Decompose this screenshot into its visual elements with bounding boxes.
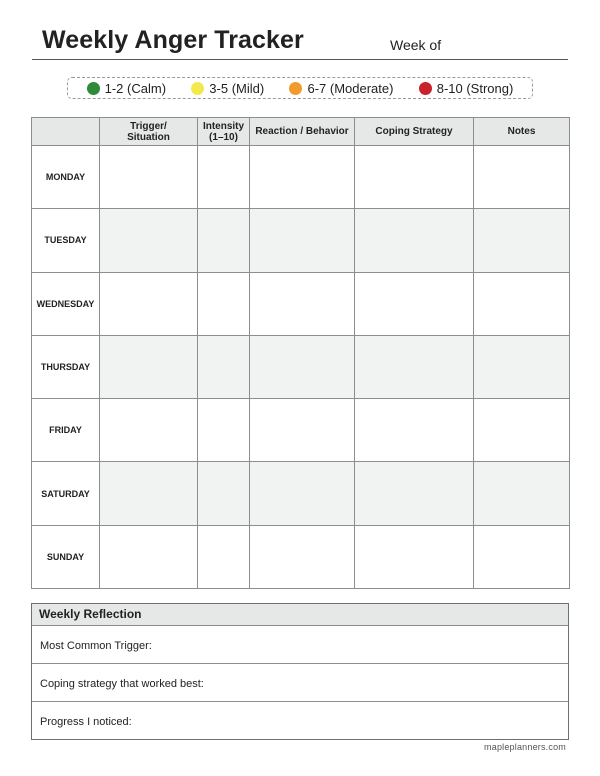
orange-dot-icon <box>289 82 302 95</box>
day-label: FRIDAY <box>32 399 100 462</box>
table-header-row <box>32 118 570 146</box>
day-label: TUESDAY <box>32 209 100 272</box>
intensity-cell[interactable] <box>198 272 250 335</box>
tracker-table <box>31 117 570 589</box>
header-intensity: Intensity (1–10) <box>198 118 250 146</box>
legend-label: 6-7 (Moderate) <box>307 80 394 96</box>
day-label: SATURDAY <box>32 462 100 525</box>
intensity-cell[interactable] <box>198 209 250 272</box>
table-row <box>32 272 570 335</box>
table-row <box>32 462 570 525</box>
reaction-cell[interactable] <box>250 335 355 398</box>
red-dot-icon <box>419 82 432 95</box>
reaction-cell[interactable] <box>250 146 355 209</box>
coping-cell[interactable] <box>355 399 474 462</box>
trigger-cell[interactable] <box>100 462 198 525</box>
coping-cell[interactable] <box>355 525 474 588</box>
notes-cell[interactable] <box>474 209 570 272</box>
day-label: WEDNESDAY <box>32 272 100 335</box>
day-label: THURSDAY <box>32 335 100 398</box>
table-row <box>32 335 570 398</box>
intensity-cell[interactable] <box>198 462 250 525</box>
trigger-cell[interactable] <box>100 272 198 335</box>
intensity-cell[interactable] <box>198 525 250 588</box>
header-divider <box>32 59 568 60</box>
trigger-cell[interactable] <box>100 335 198 398</box>
notes-cell[interactable] <box>474 525 570 588</box>
coping-cell[interactable] <box>355 146 474 209</box>
reaction-cell[interactable] <box>250 525 355 588</box>
intensity-cell[interactable] <box>198 399 250 462</box>
table-row <box>32 209 570 272</box>
legend-item-mild <box>191 81 264 96</box>
footer-site: mapleplanners.com <box>484 742 566 752</box>
notes-cell[interactable] <box>474 146 570 209</box>
intensity-cell[interactable] <box>198 146 250 209</box>
header-day <box>32 118 100 146</box>
intensity-legend <box>67 77 533 99</box>
yellow-dot-icon <box>191 82 204 95</box>
notes-cell[interactable] <box>474 399 570 462</box>
coping-cell[interactable] <box>355 335 474 398</box>
table-row <box>32 525 570 588</box>
day-label: MONDAY <box>32 146 100 209</box>
intensity-cell[interactable] <box>198 335 250 398</box>
reflection-title: Weekly Reflection <box>32 604 568 626</box>
coping-cell[interactable] <box>355 462 474 525</box>
legend-item-moderate <box>289 81 393 96</box>
legend-item-strong <box>419 81 514 96</box>
legend-label: 1-2 (Calm) <box>104 80 167 96</box>
notes-cell[interactable] <box>474 335 570 398</box>
header-coping: Coping Strategy <box>355 118 474 146</box>
trigger-cell[interactable] <box>100 209 198 272</box>
header-reaction: Reaction / Behavior <box>250 118 355 146</box>
weekly-reflection-section <box>31 603 569 740</box>
week-of-label: Week of <box>390 37 442 53</box>
legend-label: 3-5 (Mild) <box>209 80 265 96</box>
page-title: Weekly Anger Tracker <box>42 26 304 54</box>
reaction-cell[interactable] <box>250 272 355 335</box>
coping-cell[interactable] <box>355 272 474 335</box>
legend-label: 8-10 (Strong) <box>436 80 514 96</box>
header-notes: Notes <box>474 118 570 146</box>
legend-item-calm <box>87 81 166 96</box>
notes-cell[interactable] <box>474 272 570 335</box>
reflection-field-trigger[interactable]: Most Common Trigger: <box>32 626 568 664</box>
reflection-field-progress[interactable]: Progress I noticed: <box>40 716 132 728</box>
reaction-cell[interactable] <box>250 399 355 462</box>
trigger-cell[interactable] <box>100 399 198 462</box>
header-trigger: Trigger/ Situation <box>100 118 198 146</box>
reflection-field-coping[interactable]: Coping strategy that worked best: <box>32 664 568 702</box>
table-row <box>32 146 570 209</box>
coping-cell[interactable] <box>355 209 474 272</box>
reaction-cell[interactable] <box>250 209 355 272</box>
trigger-cell[interactable] <box>100 525 198 588</box>
trigger-cell[interactable] <box>100 146 198 209</box>
green-dot-icon <box>87 82 100 95</box>
day-label: SUNDAY <box>32 525 100 588</box>
notes-cell[interactable] <box>474 462 570 525</box>
reaction-cell[interactable] <box>250 462 355 525</box>
table-row <box>32 399 570 462</box>
